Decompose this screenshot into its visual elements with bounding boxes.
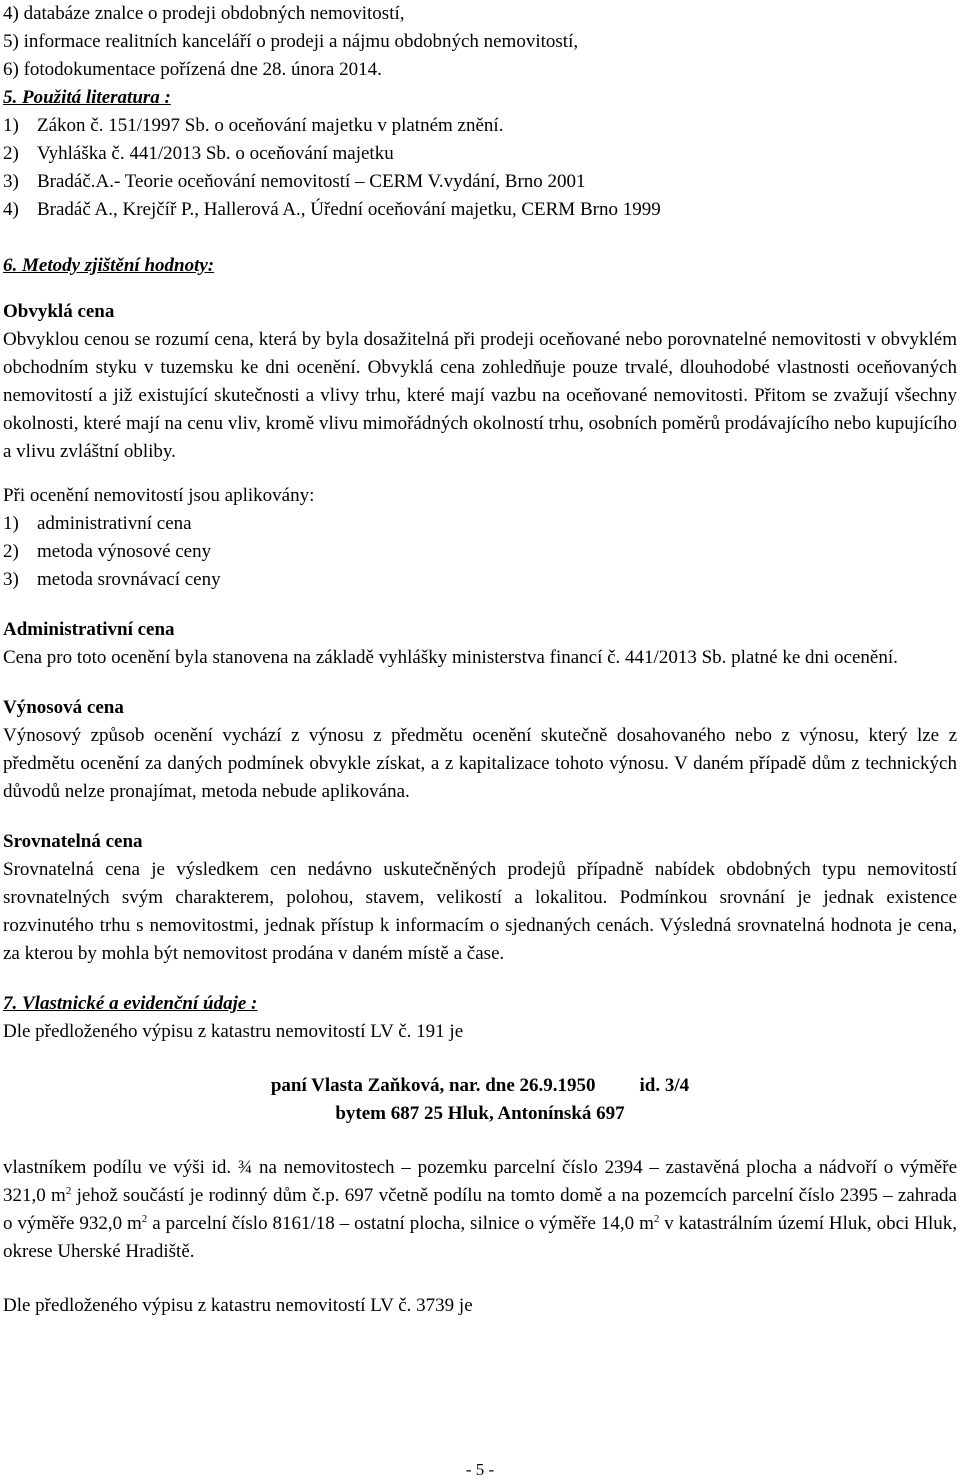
ownership-intro: Dle předloženého výpisu z katastru nemovitostí LV č. 191 je [3, 1021, 464, 1042]
applied-method-item: 2) metoda výnosové ceny [3, 541, 212, 562]
page-number: - 5 - [465, 1460, 495, 1479]
applied-method-item: 3) metoda srovnávací ceny [3, 569, 221, 590]
source-list [3, 0, 957, 84]
owner-address: bytem 687 25 Hluk, Antonínská 697 [335, 1103, 625, 1124]
owner-block [3, 1072, 957, 1128]
owner-share: id. 3/4 [639, 1075, 690, 1096]
applied-methods-list [3, 510, 957, 594]
literature-item: 4) Bradáč A., Krejčíř P., Hallerová A., Úřední oceňování majetku, CERM Brno 1999 [3, 199, 661, 220]
comparative-price-text: Srovnatelná cena je výsledkem cen nedávno uskutečněných prodejů případně nabídek obdobných typu nemovitostí srovnatelných svým charakterem, polohou, stavem, velikostí a lokalitou. Podmínkou srovnání je jednak existence rozvinutého trhu s nemovitostmi, jednak přístup k informacím o sjednaných cenách. Výsledná srovnatelná hodnota je cena, za kterou by mohla být nemovitost prodána v daném místě a čase. [3, 859, 957, 964]
usual-price-title: Obvyklá cena [3, 301, 115, 322]
comparative-price-title: Srovnatelná cena [3, 831, 143, 852]
admin-price-title: Administrativní cena [3, 619, 175, 640]
applied-methods-intro: Při ocenění nemovitostí jsou aplikovány: [3, 485, 315, 506]
methods-heading: 6. Metody zjištění hodnoty: [3, 255, 215, 276]
document-page [3, 0, 957, 1320]
literature-item: 2) Vyhláška č. 441/2013 Sb. o oceňování majetku [3, 143, 394, 164]
literature-list [3, 112, 957, 224]
ownership-intro-2: Dle předloženého výpisu z katastru nemovitostí LV č. 3739 je [3, 1295, 473, 1316]
usual-price-text: Obvyklou cenou se rozumí cena, která by byla dosažitelná při prodeji oceňované nebo porovnatelné nemovitosti v obvyklém obchodním styku v tuzemsku ke dni ocenění. Obvyklá cena zohledňuje pouze trvalé, dlouhodobé vlastnosti oceňovaných nemovitostí a již existující skutečnosti a vlivy trhu, které mají vazbu na oceňované nemovitosti. Přitom se zvažují všechny okolnosti, které mají na cenu vliv, kromě vlivu mimořádných okolností trhu, osobních poměrů prodávajícího nebo kupujícího a vlivu zvláštní obliby. [3, 329, 957, 462]
source-item: 6) fotodokumentace pořízená dne 28. února 2014. [3, 59, 382, 80]
source-item: 5) informace realitních kanceláří o prodeji a nájmu obdobných nemovitostí, [3, 31, 579, 52]
ownership-description: vlastníkem podílu ve výši id. ¾ na nemovitostech – pozemku parcelní číslo 2394 – zastavěná plocha a nádvoří o výměře 321,0 $m^2$ jehož součástí je rodinný dům č.p. 697 včetně podílu na tomto domě a na pozemcích parcelní číslo 2395 – zahrada o výměře 932,0 $m^2$ a parcelní číslo 8161/18 – ostatní plocha, silnice o výměře 14,0 $m^2$ v katastrálním území Hluk, obci Hluk, okrese Uherské Hradiště. [3, 1157, 957, 1262]
literature-heading: 5. Použitá literatura : [3, 87, 171, 108]
applied-method-item: 1) administrativní cena [3, 513, 192, 534]
yield-price-title: Výnosová cena [3, 697, 124, 718]
literature-item: 3) Bradáč.A.- Teorie oceňování nemovitostí – CERM V.vydání, Brno 2001 [3, 171, 586, 192]
owner-name-line [3, 1072, 957, 1100]
admin-price-text: Cena pro toto ocenění byla stanovena na základě vyhlášky ministerstva financí č. 441/2013 Sb. platné ke dni ocenění. [3, 647, 898, 668]
owner-name: paní Vlasta Zaňková, nar. dne 26.9.1950 [270, 1075, 596, 1096]
source-item: 4) databáze znalce o prodeji obdobných nemovitostí, [3, 3, 405, 24]
yield-price-text: Výnosový způsob ocenění vychází z výnosu z předmětu ocenění skutečně dosahovaného nebo z výnosu, který lze z předmětu ocenění za daných podmínek obvykle získat, a z kapitalizace tohoto výnosu. V daném případě dům z technických důvodů nelze pronajímat, metoda nebude aplikována. [3, 725, 957, 802]
literature-item: 1) Zákon č. 151/1997 Sb. o oceňování majetku v platném znění. [3, 115, 504, 136]
ownership-heading: 7. Vlastnické a evidenční údaje : [3, 993, 258, 1014]
